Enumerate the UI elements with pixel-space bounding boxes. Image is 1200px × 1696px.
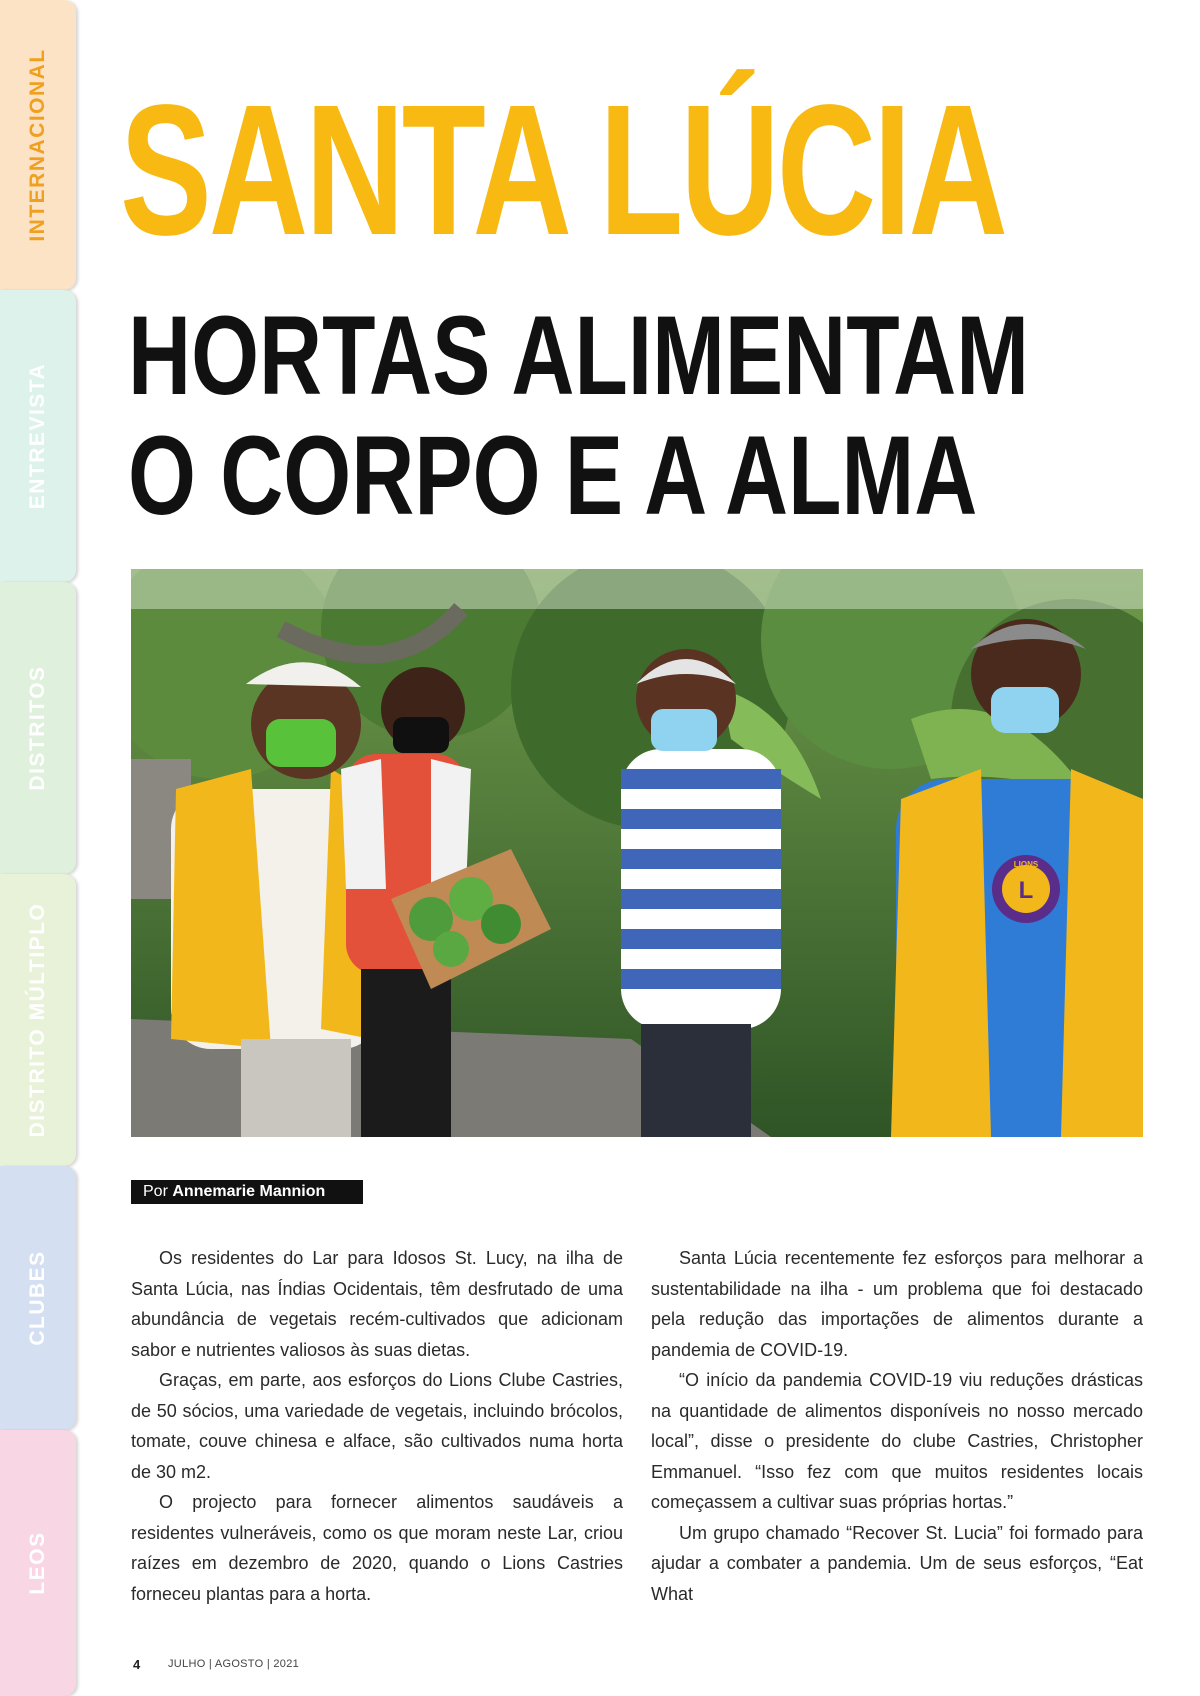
tab-clubes[interactable]: [0, 1166, 76, 1430]
kicker-title: SANTA LÚCIA: [120, 67, 1005, 274]
article-photo: [131, 569, 1143, 1137]
column-1: [131, 1243, 623, 1609]
page-number: 4: [133, 1657, 141, 1672]
paragraph: Santa Lúcia recentemente fez esforços para melhorar a sustentabilidade na ilha - um problema que foi destacado pela redução das importações de alimentos durante a pandemia de COVID-19.: [651, 1248, 1143, 1360]
tab-label: DISTRITO MÚLTIPLO: [26, 902, 49, 1138]
emblem-letter: L: [1018, 877, 1034, 904]
byline-author: Annemarie Mannion: [172, 1183, 326, 1200]
paragraph: Graças, em parte, aos esforços do Lions Clube Castries, de 50 sócios, uma variedade de vegetais, incluindo brócolos, tomate, couve chinesa e alface, são cultivados numa horta de 30 m2.: [131, 1370, 623, 1482]
emblem-text: LIONS: [1013, 860, 1039, 869]
tab-leos[interactable]: [0, 1430, 76, 1696]
section-tabs: [0, 0, 76, 1696]
paragraph: O projecto para fornecer alimentos saudáveis a residentes vulneráveis, como os que moram neste Lar, criou raízes em dezembro de 2020, quando o Lions Castries forneceu plantas para a horta.: [131, 1492, 623, 1604]
paragraph: “O início da pandemia COVID-19 viu reduções drásticas na quantidade de alimentos disponíveis no nosso mercado local”, disse o presidente do clube Castries, Christopher Emmanuel. “Isso fez com que muitos residentes locais começassem a cultivar suas próprias hortas.”: [651, 1370, 1143, 1512]
paragraph: Os residentes do Lar para Idosos St. Lucy, na ilha de Santa Lúcia, nas Índias Ocidentais, têm desfrutado de uma abundância de vegetais recém-cultivados que adicionam sabor e nutrientes valiosos às suas dietas.: [131, 1248, 623, 1360]
tab-label: LEOS: [26, 1531, 49, 1595]
tab-distritos[interactable]: [0, 582, 76, 874]
headline: [128, 293, 1029, 538]
byline: [131, 1180, 363, 1204]
paragraph: Um grupo chamado “Recover St. Lucia” foi formado para ajudar a combater a pandemia. Um de seus esforços, “Eat What: [651, 1522, 1143, 1604]
byline-prefix: Por: [143, 1183, 168, 1200]
headline-line-1: HORTAS ALIMENTAM: [128, 293, 1029, 418]
tab-label: DISTRITOS: [26, 665, 49, 791]
headline-line-2: O CORPO E A ALMA: [128, 413, 978, 538]
issue-date: JULHO | AGOSTO | 2021: [168, 1658, 300, 1670]
tab-label: ENTREVISTA: [26, 362, 49, 510]
tab-label: INTERNACIONAL: [26, 48, 49, 242]
photo-illustration: [131, 569, 1143, 1137]
column-2: [651, 1243, 1143, 1609]
tab-distrito-multiplo[interactable]: [0, 874, 76, 1166]
tab-entrevista[interactable]: [0, 290, 76, 582]
tab-label: CLUBES: [26, 1250, 49, 1346]
tab-internacional[interactable]: [0, 0, 76, 290]
